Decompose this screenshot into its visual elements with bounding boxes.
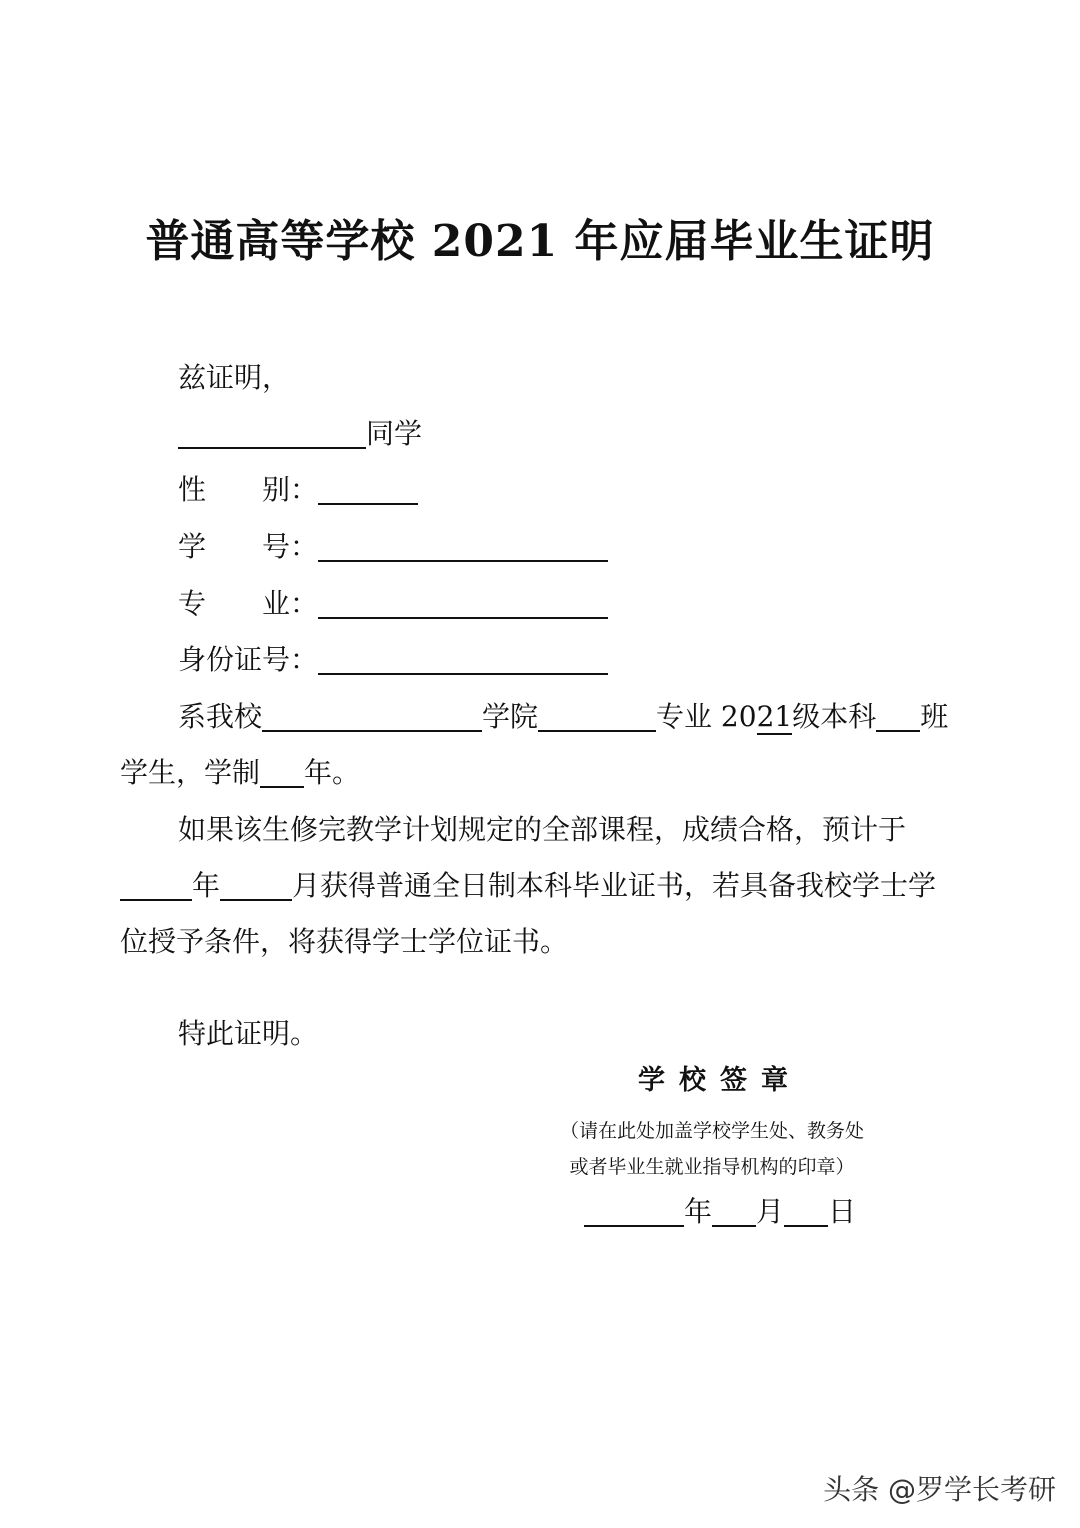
seal-month-blank bbox=[712, 1197, 756, 1227]
major-name-blank bbox=[538, 702, 656, 732]
gender-label: 性 别： bbox=[178, 473, 319, 506]
graduation-year-char: 年 bbox=[192, 869, 221, 902]
major-blank bbox=[318, 589, 608, 619]
student-name-blank bbox=[178, 419, 366, 449]
college-blank bbox=[262, 702, 482, 732]
enrollment-line-2 bbox=[120, 753, 360, 793]
seal-title: 学校签章 bbox=[638, 1065, 802, 1096]
student-name-line bbox=[178, 414, 422, 454]
body-line-1 bbox=[178, 810, 906, 850]
body-text-3: 位授予条件，将获得学士学位证书。 bbox=[120, 925, 569, 958]
gender-blank bbox=[318, 475, 418, 505]
class-blank bbox=[876, 702, 920, 732]
enroll-year-underlined: 21 bbox=[756, 700, 793, 733]
years-label: 年。 bbox=[304, 756, 361, 789]
closing-line bbox=[178, 1014, 318, 1054]
student-id-line bbox=[178, 527, 608, 567]
graduation-month-blank bbox=[220, 871, 292, 901]
seal-month-label: 月 bbox=[756, 1195, 785, 1228]
id-card-blank bbox=[318, 645, 608, 675]
student-suffix: 同学 bbox=[366, 417, 423, 450]
body-line-3 bbox=[120, 922, 568, 962]
grade-label: 级本科 bbox=[792, 700, 877, 733]
body-text-2: 月获得普通全日制本科毕业证书，若具备我校学士学 bbox=[292, 869, 937, 902]
major-label: 专 业： bbox=[178, 587, 319, 620]
class-label: 班 bbox=[920, 700, 949, 733]
greeting bbox=[178, 358, 290, 398]
college-label: 学院 bbox=[482, 700, 539, 733]
seal-day-blank bbox=[784, 1197, 828, 1227]
seal-note-line-2: 或者毕业生就业指导机构的印章） bbox=[569, 1156, 855, 1178]
student-id-label: 学 号： bbox=[178, 530, 319, 563]
schooling-label: 学生，学制 bbox=[120, 756, 261, 789]
document-title: 普通高等学校 2021 年应届毕业生证明 bbox=[145, 216, 935, 267]
id-card-label: 身份证号： bbox=[178, 643, 319, 676]
graduation-year-blank bbox=[120, 871, 192, 901]
student-id-blank bbox=[318, 532, 608, 562]
seal-year-blank bbox=[584, 1197, 684, 1227]
id-card-line bbox=[178, 640, 608, 680]
body-text-1: 如果该生修完教学计划规定的全部课程，成绩合格，预计于 bbox=[178, 813, 907, 846]
schooling-years-blank bbox=[260, 758, 304, 788]
major-label-inline: 专业 20 bbox=[656, 700, 757, 733]
closing-text: 特此证明。 bbox=[178, 1017, 319, 1050]
gender-line bbox=[178, 470, 418, 510]
seal-date-line bbox=[584, 1192, 856, 1232]
greeting-text: 兹证明， bbox=[178, 361, 291, 394]
seal-note-line-1: （请在此处加盖学校学生处、教务处 bbox=[559, 1120, 864, 1142]
enrollment-line-1 bbox=[178, 697, 948, 737]
seal-day-label: 日 bbox=[828, 1195, 857, 1228]
major-line bbox=[178, 584, 608, 624]
enroll-prefix: 系我校 bbox=[178, 700, 263, 733]
watermark: 头条 @罗学长考研 bbox=[823, 1473, 1056, 1506]
body-line-2 bbox=[120, 866, 936, 906]
seal-year-label: 年 bbox=[684, 1195, 713, 1228]
